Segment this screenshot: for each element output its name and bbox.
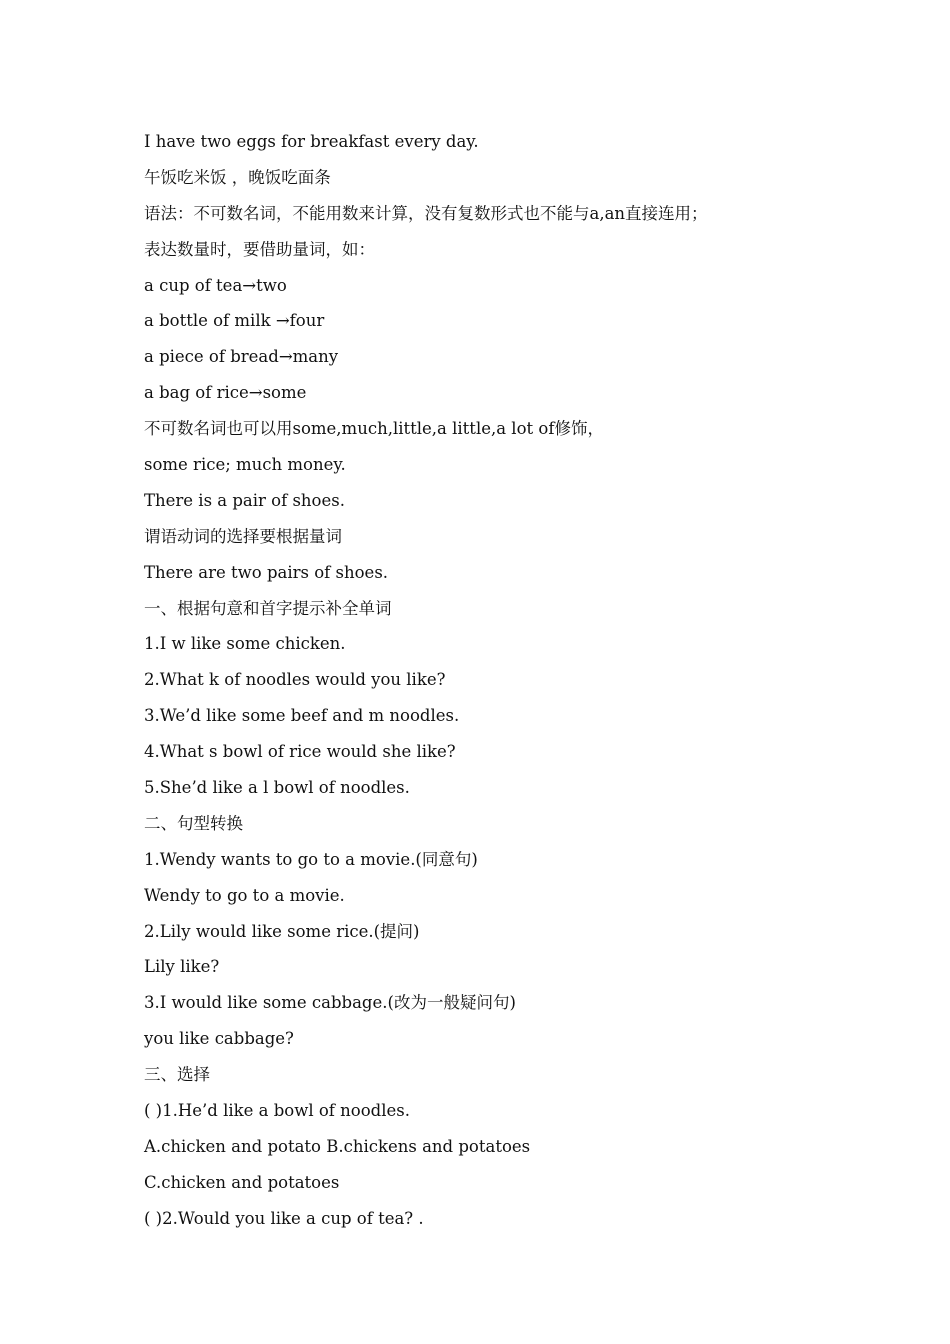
exercise-item: 5.She’d like a l bowl of noodles.	[144, 778, 410, 798]
text-line: a cup of tea→two	[144, 275, 287, 295]
exercise-item: 3.We’d like some beef and m noodles.	[144, 706, 460, 726]
exercise-item: 1.I w like some chicken.	[144, 634, 346, 654]
exercise-item: 3.I would like some cabbage.(改为一般疑问句)	[144, 993, 516, 1013]
section-heading: 一、根据句意和首字提示补全单词	[144, 598, 392, 618]
exercise-item: 4.What s bowl of rice would she like?	[144, 742, 456, 762]
text-line: There is a pair of shoes.	[144, 490, 345, 510]
exercise-item: ( )1.He’d like a bowl of noodles.	[144, 1101, 410, 1121]
text-line: I have two eggs for breakfast every day.	[144, 132, 479, 151]
text-line: 表达数量时，要借助量词，如：	[144, 239, 375, 259]
text-line: 午饭吃米饭 ，晚饭吃面条	[144, 167, 331, 187]
exercise-item: Lily like?	[144, 957, 220, 977]
exercise-option: A.chicken and potato B.chickens and potatoes	[144, 1136, 531, 1156]
exercise-option: C.chicken and potatoes	[144, 1172, 340, 1192]
section-heading: 二、句型转换	[144, 813, 243, 833]
exercise-item: you like cabbage?	[144, 1029, 294, 1049]
exercise-item: 2.Lily would like some rice.(提问)	[144, 921, 420, 941]
text-line: There are two pairs of shoes.	[144, 562, 389, 582]
exercise-item: ( )2.Would you like a cup of tea? .	[144, 1208, 424, 1228]
document-page	[144, 124, 844, 1237]
section-heading: 三、选择	[144, 1065, 210, 1085]
text-line: 语法：不可数名词，不能用数来计算，没有复数形式也不能与a,an直接连用；	[144, 203, 708, 223]
text-line: a bottle of milk →four	[144, 311, 325, 331]
text-line: 不可数名词也可以用some,much,little,a little,a lot of修饰，	[144, 419, 604, 439]
exercise-item: 1.Wendy wants to go to a movie.(同意句)	[144, 849, 478, 869]
exercise-item: 2.What k of noodles would you like?	[144, 670, 446, 690]
text-line: a bag of rice→some	[144, 383, 307, 403]
text-line: 谓语动词的选择要根据量词	[144, 526, 342, 546]
text-line: a piece of bread→many	[144, 347, 339, 367]
text-line: some rice; much money.	[144, 455, 346, 475]
exercise-item: Wendy to go to a movie.	[144, 885, 345, 905]
